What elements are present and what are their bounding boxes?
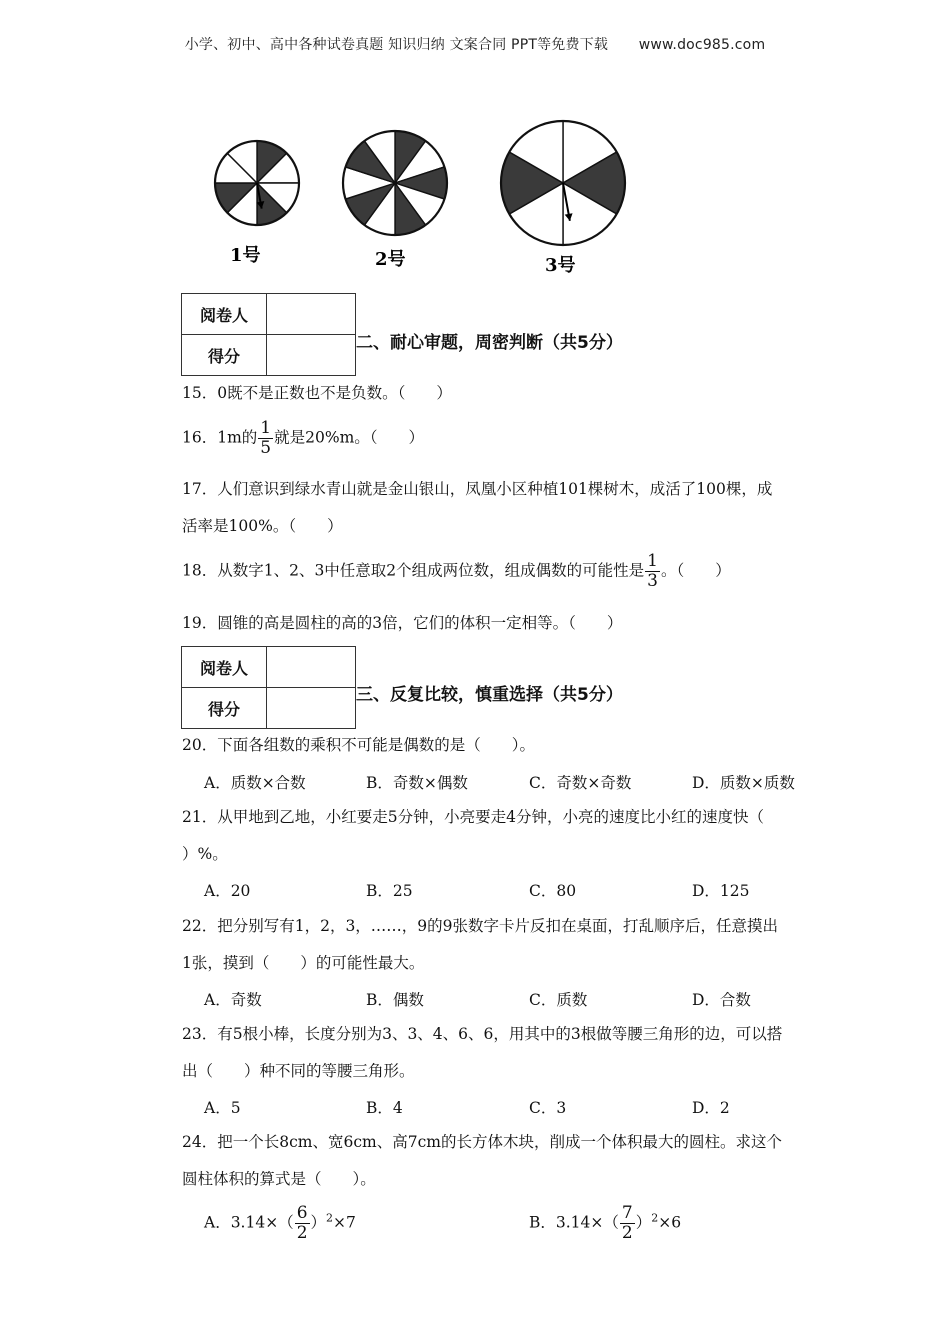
question-19: 19．圆锥的高是圆柱的高的3倍，它们的体积一定相等。（ ）: [182, 614, 623, 632]
q16-numerator: 1: [260, 418, 272, 438]
header-site: www.doc985.com: [638, 37, 766, 53]
header-text: 小学、初中、高中各种试卷真题 知识归纳 文案合同 PPT等免费下载: [184, 37, 609, 53]
q20-option-d[interactable]: D．质数×质数: [692, 774, 795, 792]
q24b-tail: ×6: [658, 1213, 682, 1232]
question-21-line1: 21．从甲地到乙地，小红要走5分钟，小亮要走4分钟，小亮的速度比小红的速度快（: [182, 808, 764, 826]
q21-option-d[interactable]: D．125: [692, 882, 750, 900]
q18-numerator: 1: [647, 551, 658, 571]
q24a-denominator: 2: [296, 1223, 308, 1243]
q24b-fraction: [620, 1205, 635, 1242]
spinner-2-label: 2号: [375, 249, 406, 270]
q20-option-a[interactable]: A．质数×合数: [204, 774, 306, 792]
score-cell[interactable]: [267, 335, 356, 376]
q24b-post: ）: [635, 1213, 652, 1232]
question-18: [182, 553, 731, 590]
q23-option-b[interactable]: B．4: [366, 1099, 403, 1117]
question-24-line1: 24．把一个长8cm、宽6cm、高7cm的长方体木块，削成一个体积最大的圆柱。求这个: [182, 1133, 782, 1151]
question-20: 20．下面各组数的乘积不可能是偶数的是（ ）。: [182, 736, 535, 754]
q24a-tail: ×7: [333, 1213, 356, 1232]
score-table-section3: [181, 646, 356, 729]
q24a-pre: A．3.14×（: [204, 1213, 294, 1232]
spinner-1-label: 1号: [230, 245, 261, 266]
q22-option-b[interactable]: B．偶数: [366, 991, 424, 1009]
spinner-figure: [200, 115, 640, 280]
question-21-line2: ）%。: [182, 845, 228, 863]
q24a-exponent: 2: [326, 1211, 334, 1225]
reviewer-cell[interactable]: [267, 647, 356, 688]
spinner-1: [215, 141, 299, 225]
q16-text-post: 就是20%m。（ ）: [274, 428, 425, 447]
q22-option-c[interactable]: C．质数: [529, 991, 588, 1009]
q22-option-d[interactable]: D．合数: [692, 991, 751, 1009]
q18-denominator: 3: [647, 571, 658, 591]
question-24-line2: 圆柱体积的算式是（ ）。: [182, 1170, 376, 1188]
q24a-numerator: 6: [296, 1203, 308, 1223]
score-cell[interactable]: [267, 688, 356, 729]
q22-option-a[interactable]: A．奇数: [204, 991, 262, 1009]
q18-fraction: [645, 553, 660, 590]
question-22-line1: 22．把分别写有1，2，3，……，9的9张数字卡片反扣在桌面，打乱顺序后，任意摸出: [182, 917, 779, 935]
spinner-2: [343, 131, 447, 235]
score-label: 得分: [182, 688, 267, 729]
q21-option-b[interactable]: B．25: [366, 882, 413, 900]
page-header: [0, 34, 950, 54]
question-17-line1: 17．人们意识到绿水青山就是金山银山，凤凰小区种植101棵树木，成活了100棵，成: [182, 480, 773, 498]
q24b-exponent: 2: [651, 1211, 659, 1225]
q16-fraction: [258, 420, 273, 457]
question-23-line1: 23．有5根小棒，长度分别为3、3、4、6、6，用其中的3根做等腰三角形的边，可以搭: [182, 1025, 783, 1043]
q20-option-c[interactable]: C．奇数×奇数: [529, 774, 632, 792]
question-17-line2: 活率是100%。（ ）: [182, 517, 343, 535]
section2-title: 二、耐心审题，周密判断（共5分）: [356, 333, 623, 353]
reviewer-label: 阅卷人: [182, 647, 267, 688]
reviewer-label: 阅卷人: [182, 294, 267, 335]
q23-option-c[interactable]: C．3: [529, 1099, 567, 1117]
q21-option-c[interactable]: C．80: [529, 882, 577, 900]
q16-denominator: 5: [260, 438, 272, 458]
q16-text-pre: 16．1m的: [182, 428, 258, 447]
q24-option-b[interactable]: [529, 1205, 681, 1242]
spinner-3: [501, 121, 625, 245]
q23-option-d[interactable]: D．2: [692, 1099, 730, 1117]
q24-option-a[interactable]: [204, 1205, 356, 1242]
reviewer-cell[interactable]: [267, 294, 356, 335]
q23-option-a[interactable]: A．5: [204, 1099, 241, 1117]
q24b-denominator: 2: [621, 1223, 633, 1243]
score-label: 得分: [182, 335, 267, 376]
question-15: 15．0既不是正数也不是负数。（ ）: [182, 384, 452, 402]
q21-option-a[interactable]: A．20: [204, 882, 251, 900]
question-23-line2: 出（ ）种不同的等腰三角形。: [182, 1062, 415, 1080]
question-22-line2: 1张，摸到（ ）的可能性最大。: [182, 954, 425, 972]
spinner-3-label: 3号: [545, 255, 576, 276]
q24a-fraction: [295, 1205, 310, 1242]
q24b-numerator: 7: [621, 1203, 633, 1223]
q24a-post: ）: [310, 1213, 327, 1232]
section3-title: 三、反复比较，慎重选择（共5分）: [356, 685, 623, 705]
score-table-section2: [181, 293, 356, 376]
q24b-pre: B．3.14×（: [529, 1213, 619, 1232]
q18-text-post: 。（ ）: [661, 561, 731, 580]
q18-text-pre: 18．从数字1、2、3中任意取2个组成两位数，组成偶数的可能性是: [182, 561, 645, 580]
question-16: [182, 420, 424, 457]
q20-option-b[interactable]: B．奇数×偶数: [366, 774, 468, 792]
